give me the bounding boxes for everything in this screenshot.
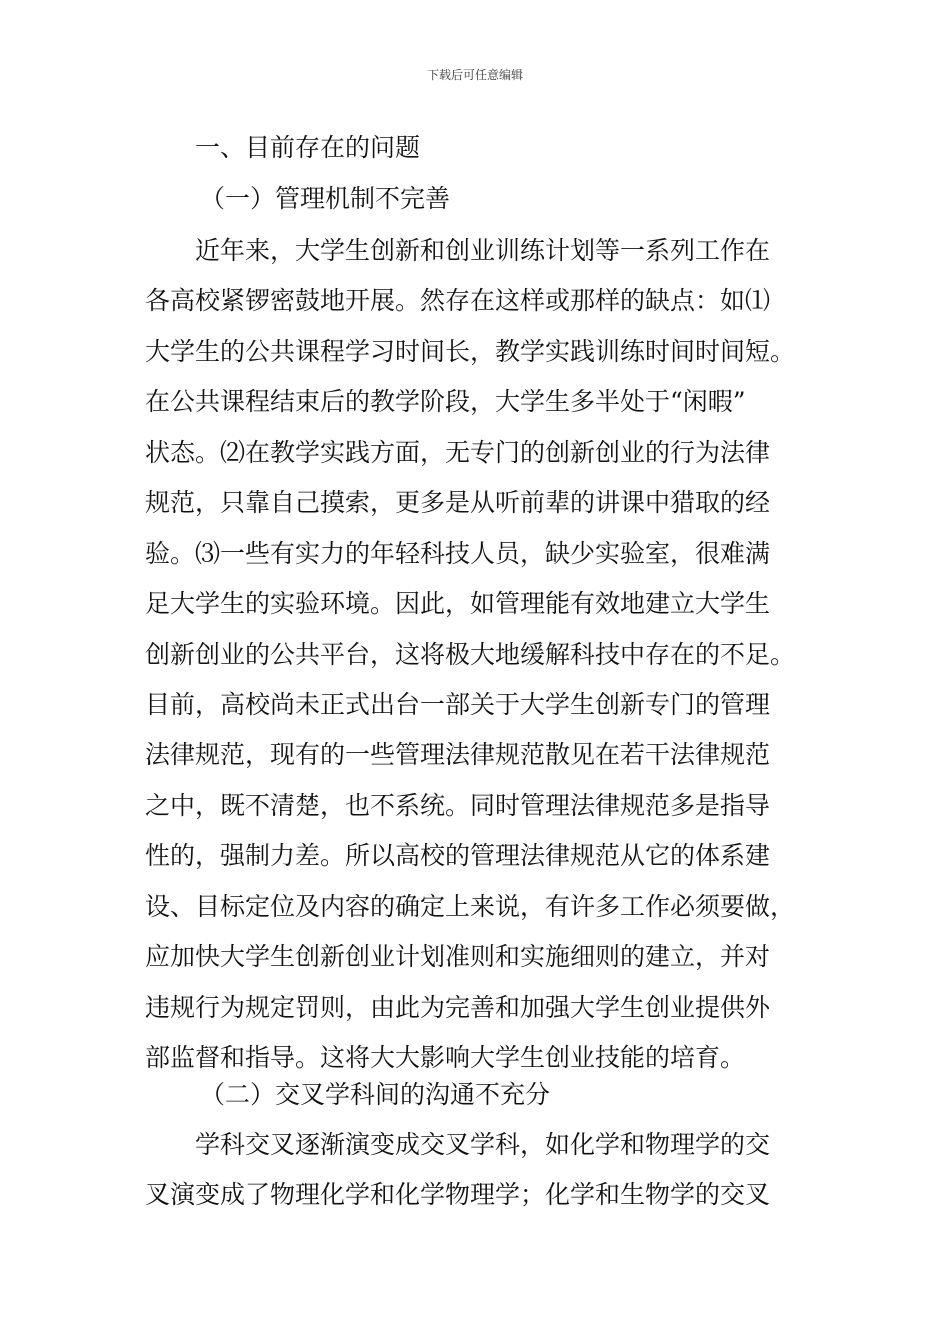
paragraph-1 xyxy=(145,226,805,1083)
paragraph-line: 各高校紧锣密鼓地开展。然存在这样或那样的缺点：如⑴ xyxy=(145,286,771,316)
page-header: 下载后可任意编辑 xyxy=(426,68,523,82)
paragraph-line: 应加快大学生创新创业计划准则和实施细则的建立，并对 xyxy=(145,942,771,972)
subsection-heading-2: （二）交叉学科间的沟通不充分 xyxy=(200,1080,551,1109)
paragraph-line: 规范，只靠自己摸索，更多是从听前辈的讲课中猎取的经 xyxy=(145,488,771,518)
paragraph-line: 违规行为规定罚则，由此为完善和加强大学生创业提供外 xyxy=(145,992,771,1022)
paragraph-line: 叉演变成了物理化学和化学物理学；化学和生物学的交叉 xyxy=(145,1180,771,1210)
section-heading: 一、目前存在的问题 xyxy=(195,133,421,162)
paragraph-line: 大学生的公共课程学习时间长，教学实践训练时间时间短。 xyxy=(145,336,796,366)
paragraph-line: 创新创业的公共平台，这将极大地缓解科技中存在的不足。 xyxy=(145,639,796,669)
paragraph-line: 在公共课程结束后的教学阶段，大学生多半处于“闲暇” xyxy=(145,387,746,417)
paragraph-2 xyxy=(145,1120,805,1221)
paragraph-line: 法律规范，现有的一些管理法律规范散见在若干法律规范 xyxy=(145,740,771,770)
subsection-heading-1: （一）管理机制不完善 xyxy=(200,184,451,213)
paragraph-line: 验。⑶一些有实力的年轻科技人员，缺少实验室，很难满 xyxy=(145,538,771,568)
paragraph-line: 足大学生的实验环境。因此，如管理能有效地建立大学生 xyxy=(145,589,771,619)
paragraph-line: 状态。⑵在教学实践方面，无专门的创新创业的行为法律 xyxy=(145,437,771,467)
paragraph-line: 近年来，大学生创新和创业训练计划等一系列工作在 xyxy=(195,236,771,265)
paragraph-line: 目前，高校尚未正式出台一部关于大学生创新专门的管理 xyxy=(145,689,771,719)
paragraph-line: 部监督和指导。这将大大影响大学生创业技能的培育。 xyxy=(145,1043,746,1072)
paragraph-line: 性的，强制力差。所以高校的管理法律规范从它的体系建 xyxy=(145,841,771,871)
paragraph-line: 设、目标定位及内容的确定上来说，有许多工作必须要做， xyxy=(145,891,796,921)
paragraph-line: 之中，既不清楚，也不系统。同时管理法律规范多是指导 xyxy=(145,790,771,820)
paragraph-line: 学科交叉逐渐演变成交叉学科，如化学和物理学的交 xyxy=(195,1130,771,1159)
